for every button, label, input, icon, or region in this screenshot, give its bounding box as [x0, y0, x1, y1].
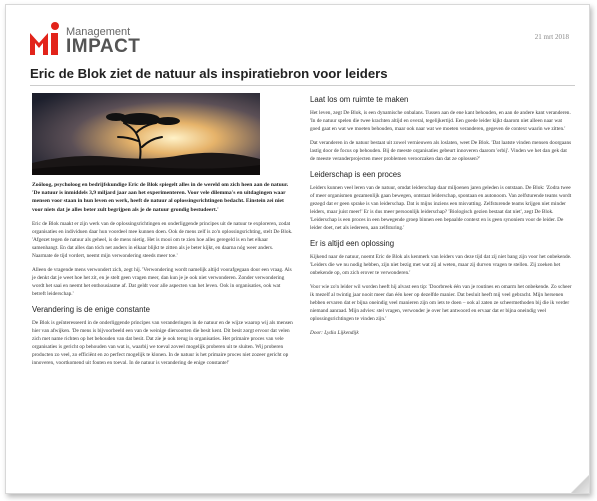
publication-date: 21 mrt 2018: [534, 33, 569, 41]
tree-sunset-photo: [32, 93, 260, 175]
body-paragraph: Dat veranderen in de natuur bestaat uit zowel vernieuwen als loslaten, weet De Blok. 'Dat laatste vinden mensen doorgaans lastig door de focus op behouden. Bij de meeste organisaties gebeurt innoveren daarom 'erbij'. Vinden we het dan gek dat de meeste veranderprojecten meer problemen veroorzaken dan dat ze oplossen?': [310, 140, 572, 162]
right-column: [310, 93, 572, 343]
body-paragraph: Het leven, zegt De Blok, is een dynamische onbalans. Tussen aan de ene kant behouden, en aan de andere kant veranderen. 'In de natuur spelen die twee krachten altijd en overal, tegelijkertijd. Een goede leider kijkt daarom niet alleen naar wat goed gaat en wat we moeten behouden, maar ook naar wat we moeten veranderen, gegeven de context waarin we zitten.': [310, 110, 571, 132]
title-divider: [30, 85, 575, 86]
body-paragraph: Leiders kunnen veel leren van de natuur, omdat leiderschap daar miljoenen jaren geleden is ontstaan. De Blok: 'Zodra twee of meer organismen gezamenlijk gaan bewegen, ontstaat leiderschap, spontaan en autonoom. Van zelfsturende teams wordt gezegd dat er geen sprake is van leiderschap. Dat is mijns inziens een misvatting. Zelfsturende teams krijgen niet minder leiders, maar juist meer!' Er is dus meer persoonlijk leiderschap? 'Biologisch gezien bestaat dat niet', zegt De Blok. 'Leiderschap is een proces in een bewegende groep binnen een bepaalde context en is geen synoniem voor de leider. De leider doet, net als iedereen, aan zelfsturing.': [310, 185, 572, 231]
article-lead: Zoöloog, psycholoog en bedrijfskundige Eric de Blok spiegelt alles in de wereld om zich heen aan de natuur. 'De natuur is inmiddels 3,9 miljard jaar aan het experimenteren. Voor vele dilemma's en uitdagingen waar mensen voor staan in hun leven en werk, heeft de natuur al oplossingsrichtingen bedacht. Einstein zei niet voor niets dat je alles beter zult begrijpen als je de natuur grondig bestudeert.': [32, 182, 289, 213]
body-paragraph: Voor wie zo'n leider wil worden heeft hij alvast een tip: 'Doorbreek één van je routines en omarm het onbekende. Zo scheer ik mezelf al twintig jaar nooit meer dan één keer op dezelfde manier. Dat besluit heeft mij veel gebracht. Mijn hersenen hebben ervaren dat er bijna oneindig veel manieren zijn om iets te doen – ook al zaten ze scheermethoden bij die ik verder niemand aanraad. Mijn advies: stel vragen, verwonder je over het antwoord en ervaar dat er bijna oneindig veel oplossingsrichtingen te vinden zijn.': [310, 284, 572, 322]
body-paragraph: De Blok is geïnteresseerd in de onderliggende principes van veranderingen in de natuur en de wijze waarop wij als mensen hier van afwijken. 'De mens is bijvoorbeeld een van de weinige diersoorten die besit kent. Dit besit zorgt ervoor dat velen zich met name richten op het behouden van dat besit. Dat zie je ook terug in organisaties. Het primaire proces van vele organisaties is gericht op behouden van wat is, waarbij we toeval zoveel mogelijk proberen uit te sluiten. Wij proberen producten zo veel, zo efficiënt en zo perfect mogelijk te klonen. In de natuur is het primaire proces niet zozeer gericht op innoveren, voortkomend uit fouten en toeval. In de natuur is verandering de enige constante!': [32, 319, 293, 366]
left-column: [32, 93, 294, 373]
article-page: [5, 4, 590, 494]
logo-management-text: Management: [66, 26, 131, 38]
article-title: Eric de Blok ziet de natuur als inspiratiebron voor leiders: [30, 66, 388, 81]
section-heading: Leiderschap is een proces: [310, 170, 402, 179]
section-heading: Laat los om ruimte te maken: [310, 95, 409, 104]
management-impact-logo: [28, 21, 188, 61]
mi-logo-icon: [28, 21, 64, 57]
section-heading: Er is altijd een oplossing: [310, 239, 395, 248]
body-paragraph: Alleen de vragende mens verwondert zich, zegt hij. 'Verwondering wordt namelijk altijd voorafgegaan door een vraag. Als je denkt dat je weet hoe het zit, en je stelt geen vragen meer, dan kun je je ook niet verwonderen. Zonder verwondering wordt het saai en neemt het enthousiasme af. Dat geldt voor alle aspecten van het leven. Ook in organisaties, ook wat betreft leiderschap.': [32, 266, 292, 297]
body-paragraph: Kijkend naar de natuur, noemt Eric de Blok als kenmerk van leiders van deze tijd dat zij niet bang zijn voor het onbekende. 'Leiders die we nu nodig hebben, zijn niet bezig met wat zij al weten, maar zij durven vragen te stellen. Zij zoeken het onbekende op, om zich erover te verwonderen.': [310, 254, 572, 276]
page-curl: [571, 475, 589, 493]
author-credit: Door: Lydia Lijkendijk: [310, 330, 359, 336]
logo-impact-text: IMPACT: [66, 36, 141, 57]
section-heading: Verandering is de enige constante: [32, 304, 150, 314]
body-paragraph: Eric de Blok maakt er zijn werk van de oplossingsrichtingen en onderliggende principes uit de natuur te exploreren, zodat organisaties en individuen daar hun voordeel mee kunnen doen. Ook de mens zelf is zo'n oplossingsrichting, stelt De Blok. 'Afgezet tegen de natuur als geheel, is de mens nietig. Het is mooi om te zien hoe alles geregeld is en het elkaar samenhangt. En dat alles dan tóch net anders in elkaar blijkt te zitten als je beter kijkt, en daarna nóg weer anders. Naarmate de tijd vordert, neemt mijn verwondering steeds meer toe.': [32, 220, 293, 259]
